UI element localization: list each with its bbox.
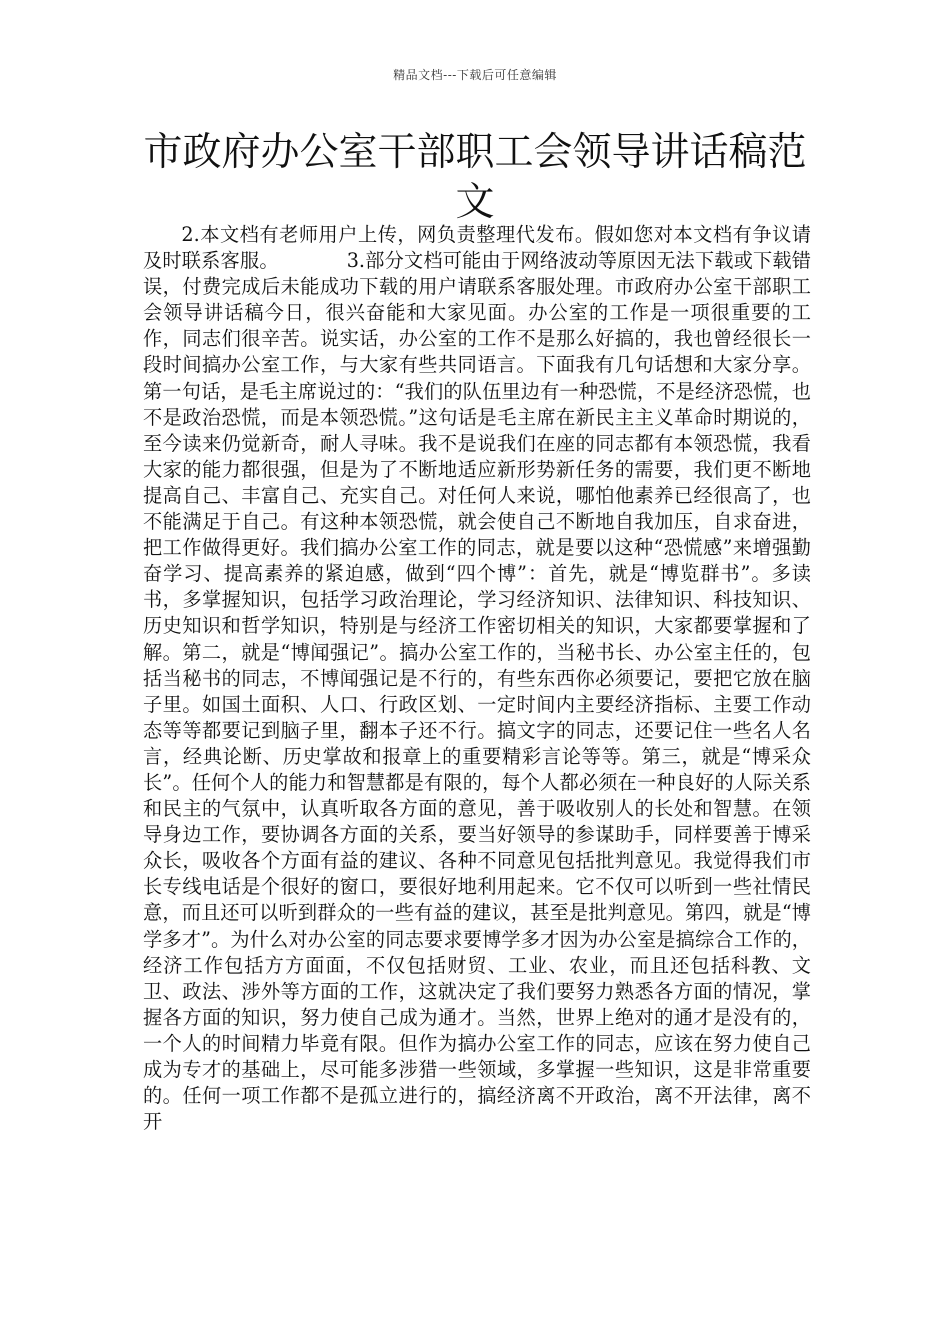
document-title: 市政府办公室干部职工会领导讲话稿范文: [143, 130, 807, 225]
body-paragraph: 2.本文档有老师用户上传，网负责整理代发布。假如您对本文档有争议请及时联系客服。 3.部分文档可能由于网络波动等原因无法下载或下载错误，付费完成后未能成功下载的用户请联系客服处理。市政府办公室干部职工会领导讲话稿今日，很兴奋能和大家见面。办公室的工作是一项很重要的工作，同志们很辛苦。说实话，办公室的工作不是那么好搞的，我也曾经很长一段时间搞办公室工作，与大家有些共同语言。下面我有几句话想和大家分享。第一句话，是毛主席说过的：“我们的队伍里边有一种恐慌，不是经济恐慌，也不是政治恐慌，而是本领恐慌。”这句话是毛主席在新民主主义革命时期说的，至今读来仍觉新奇，耐人寻味。我不是说我们在座的同志都有本领恐慌，我看大家的能力都很强，但是为了不断地适应新形势新任务的需要，我们更不断地提高自己、丰富自己、充实自己。对任何人来说，哪怕他素养已经很高了，也不能满足于自己。有这种本领恐慌，就会使自己不断地自我加压，自求奋进，把工作做得更好。我们搞办公室工作的同志，就是要以这种“恐慌感”来增强勤奋学习、提高素养的紧迫感，做到“四个博”：首先，就是“博览群书”。多读书，多掌握知识，包括学习政治理论，学习经济知识、法律知识、科技知识、历史知识和哲学知识，特别是与经济工作密切相关的知识，大家都要掌握和了解。第二，就是“博闻强记”。搞办公室工作的，当秘书长、办公室主任的，包括当秘书的同志，不博闻强记是不行的，有些东西你必须要记，要把它放在脑子里。如国土面积、人口、行政区划、一定时间内主要经济指标、主要工作动态等等都要记到脑子里，翻本子还不行。搞文字的同志，还要记住一些名人名言，经典论断、历史掌故和报章上的重要精彩言论等等。第三，就是“博采众长”。任何个人的能力和智慧都是有限的，每个人都必须在一种良好的人际关系和民主的气氛中，认真听取各方面的意见，善于吸收别人的长处和智慧。在领导身边工作，要协调各方面的关系，要当好领导的参谋助手，同样要善于博采众长，吸收各个方面有益的建议、各种不同意见包括批判意见。我觉得我们市长专线电话是个很好的窗口，要很好地利用起来。它不仅可以听到一些社情民意，而且还可以听到群众的一些有益的建议，甚至是批判意见。第四，就是“博学多才”。为什么对办公室的同志要求要博学多才因为办公室是搞综合工作的，经济工作包括方方面面，不仅包括财贸、工业、农业，而且还包括科教、文卫、政法、涉外等方面的工作，这就决定了我们要努力熟悉各方面的情况，掌握各方面的知识，努力使自己成为通才。当然，世界上绝对的通才是没有的，一个人的时间精力毕竟有限。但作为搞办公室工作的同志，应该在努力使自己成为专才的基础上，尽可能多涉猎一些领域，多掌握一些知识，这是非常重要的。任何一项工作都不是孤立进行的，搞经济离不开政治，离不开法律，离不开: [143, 223, 811, 1134]
header-note: 精品文档---下载后可任意编辑: [393, 68, 557, 82]
